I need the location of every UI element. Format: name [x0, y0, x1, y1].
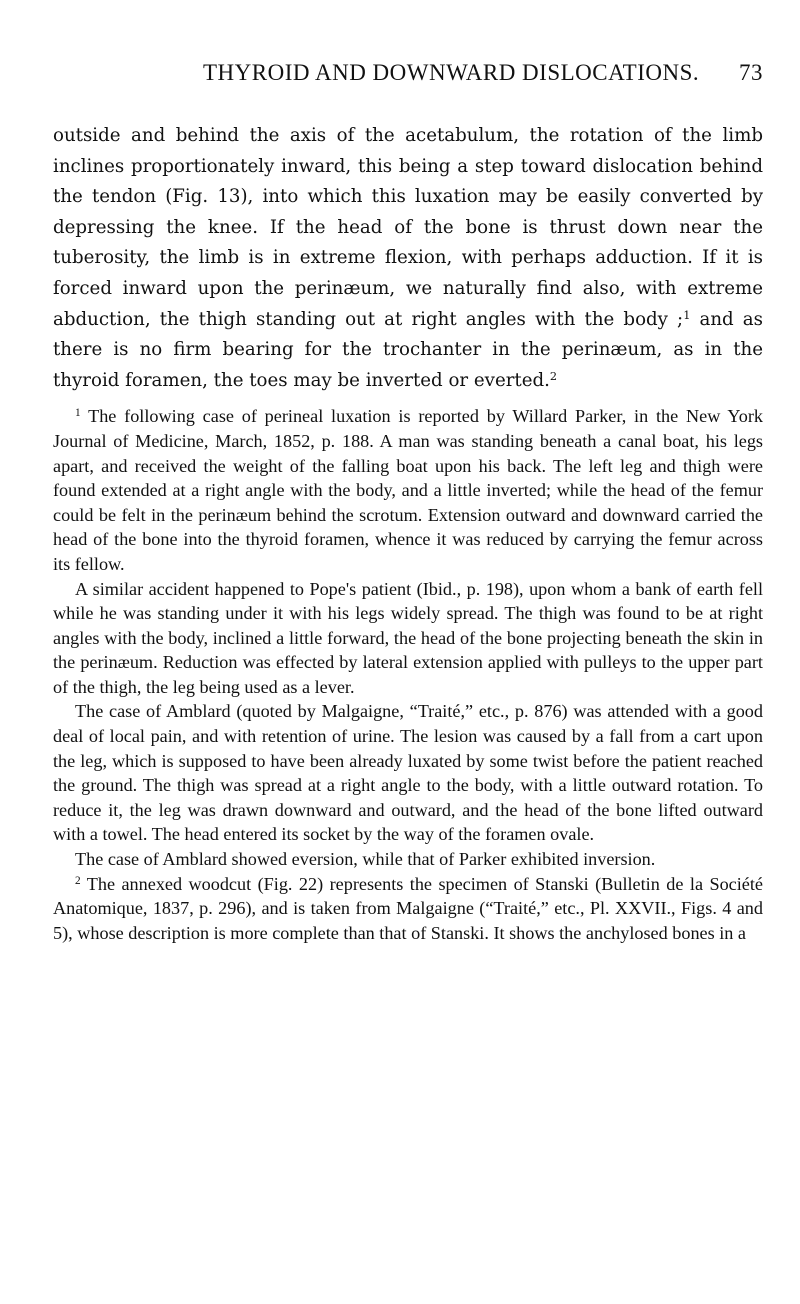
footnote-2-text: The annexed woodcut (Fig. 22) represents the specimen of Stanski (Bulletin de la Société Anatomique, 1837, p. 296), and is taken from Malgaigne (“Traité,” etc., Pl. XXVII., Figs. 4 and 5), whose description is more complete than that of Stanski. It shows the anchylosed bones in a — [53, 873, 763, 943]
footnote-2 — [53, 872, 763, 946]
running-title: THYROID AND DOWNWARD DISLOCATIONS. — [203, 60, 700, 85]
footnote-reference-1: 1 — [683, 308, 691, 322]
book-page — [53, 60, 763, 945]
running-head — [53, 60, 763, 96]
main-paragraph — [53, 121, 763, 396]
main-text-part-2: and as there is no firm bearing for the trochanter in the perinæum, as in the thyroid foramen, the toes may be inverted or everted. — [53, 308, 763, 391]
page-number: 73 — [739, 60, 763, 85]
footnote-1-text: The following case of perineal luxation is reported by Willard Parker, in the New York Journal of Medicine, March, 1852, p. 188. A man was standing beneath a canal boat, his legs apart, and received the weight of the falling boat upon his back. The left leg and thigh were found extended at a right angle with the body, and a little inverted; while the head of the femur could be felt in the perinæum behind the scrotum. Extension outward and downward carried the head of the bone into the thyroid foramen, whence it was reduced by carrying the femur across its fellow. — [53, 406, 763, 574]
footnote-1-paragraph-2: A similar accident happened to Pope's patient (Ibid., p. 198), upon whom a bank of earth fell while he was standing under it with his legs widely spread. The thigh was found to be at right angles with the body, inclined a little forward, the head of the bone projecting beneath the skin in the perinæum. Reduction was effected by lateral extension applied with pulleys to the upper part of the thigh, the leg being used as a lever. — [53, 578, 763, 697]
footnote-1-paragraph-3: The case of Amblard (quoted by Malgaigne, “Traité,” etc., p. 876) was attended with a good deal of local pain, and with retention of urine. The lesion was caused by a fall from a cart upon the leg, which is supposed to have been already luxated by some twist before the patient reached the ground. The thigh was spread at a right angle to the body, with a little outward rotation. To reduce it, the leg was drawn downward and outward, and the head of the bone lifted outward with a towel. The head entered its socket by the way of the foramen ovale. — [53, 701, 763, 845]
main-text-part-1: outside and behind the axis of the acetabulum, the rotation of the limb inclines proportionately inward, this being a step toward dislocation behind the tendon (Fig. 13), into which this luxation may be easily converted by depressing the knee. If the head of the bone is thrust down near the tuberosity, the limb is in extreme flexion, with perhaps adduction. If it is forced inward upon the perinæum, we naturally find also, with extreme abduction, the thigh standing out at right angles with the body ; — [53, 125, 763, 330]
main-text — [53, 121, 763, 396]
footnote-1-marker: 1 — [75, 407, 81, 420]
footnotes — [53, 404, 763, 945]
footnote-2-marker: 2 — [75, 874, 81, 887]
footnote-reference-2: 2 — [549, 369, 558, 383]
footnote-1 — [53, 404, 763, 576]
footnote-1-paragraph-4: The case of Amblard showed eversion, while that of Parker exhibited inversion. — [75, 849, 656, 870]
